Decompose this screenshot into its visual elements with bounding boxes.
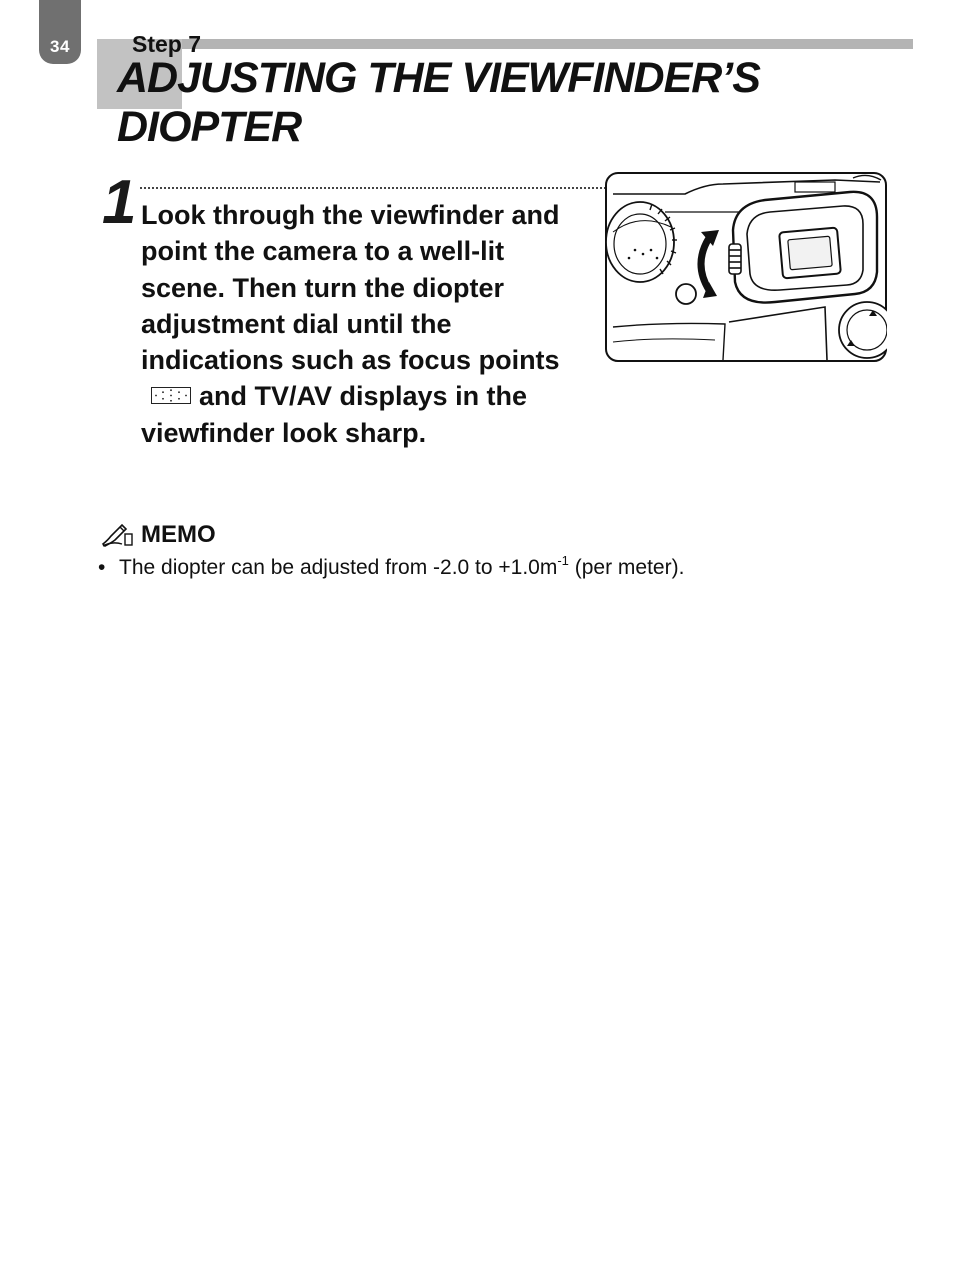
instruction-text-after-icon: and TV/AV displays in the viewfinder look sharp. bbox=[141, 381, 528, 448]
memo-heading bbox=[100, 520, 216, 550]
memo-text-before: The diopter can be adjusted from -2.0 to +1.0m bbox=[119, 556, 558, 579]
memo-superscript: -1 bbox=[557, 553, 569, 568]
page-number: 34 bbox=[50, 37, 70, 56]
memo-list bbox=[98, 554, 684, 582]
step-number: 1 bbox=[102, 168, 137, 237]
camera-viewfinder-illustration bbox=[605, 172, 887, 362]
memo-label: MEMO bbox=[141, 521, 216, 548]
control-dial-shape bbox=[839, 302, 887, 358]
page-title: ADJUSTING THE VIEWFINDER’S DIOPTER bbox=[117, 54, 760, 151]
focus-points-icon bbox=[151, 387, 191, 404]
instruction-text-before-icon: Look through the viewfinder and point the camera to a well-lit scene. Then turn the diopter adjustment dial until the indications such as focus points bbox=[141, 200, 560, 376]
step-label: Step 7 bbox=[132, 31, 202, 57]
pencil-memo-icon bbox=[100, 522, 134, 548]
step-instruction bbox=[141, 197, 581, 451]
memo-text-after: (per meter). bbox=[568, 556, 685, 579]
step-bar bbox=[182, 39, 913, 49]
memo-list-item bbox=[98, 554, 684, 582]
bullet: • bbox=[98, 556, 106, 579]
dotted-divider bbox=[140, 187, 610, 189]
eyecup-shape bbox=[729, 192, 877, 303]
